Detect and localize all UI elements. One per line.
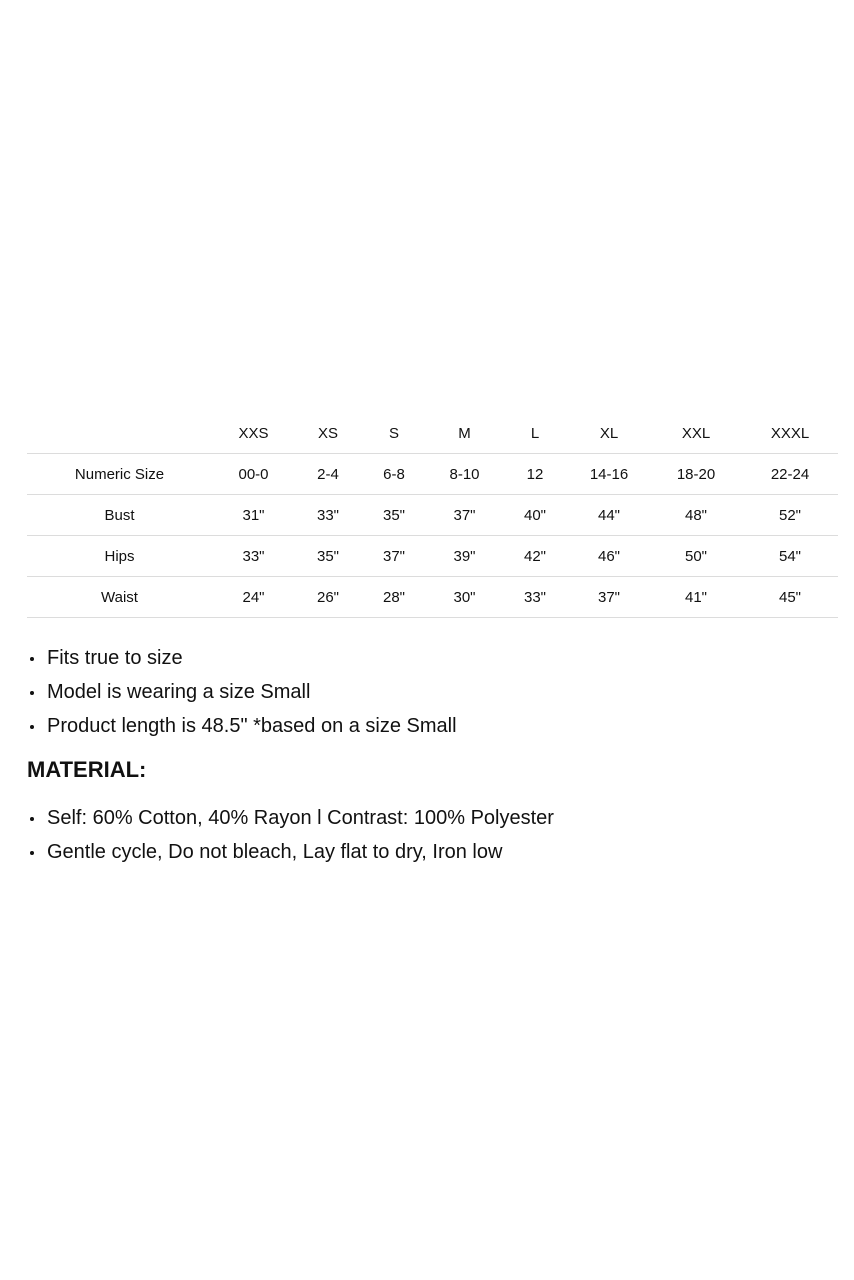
size-header-row [27,413,838,454]
table-cell: 33" [502,577,568,618]
table-cell: 2-4 [295,454,361,495]
table-cell: 37" [427,495,502,536]
table-cell: 18-20 [650,454,742,495]
table-cell: 48" [650,495,742,536]
header-cell-xxs: XXS [238,424,269,442]
table-cell: 26" [295,577,361,618]
list-item: Model is wearing a size Small [27,675,827,709]
table-cell: 22-24 [742,454,838,495]
material-heading: MATERIAL: [27,757,147,782]
table-cell: 40" [502,495,568,536]
table-cell: 14-16 [568,454,650,495]
list-item: Product length is 48.5" *based on a size Small [27,709,827,743]
table-cell: 37" [568,577,650,618]
list-item: Self: 60% Cotton, 40% Rayon l Contrast: 100% Polyester [27,801,827,835]
header-cell-xs: XS [317,424,338,442]
table-cell: 37" [361,536,427,577]
table-cell: 44" [568,495,650,536]
row-label: Numeric Size [27,454,212,495]
list-item: Gentle cycle, Do not bleach, Lay flat to dry, Iron low [27,835,827,869]
table-row-numeric-size [27,454,838,495]
product-details [27,641,827,869]
table-cell: 50" [650,536,742,577]
header-cell-l: L [530,424,540,442]
table-row-bust [27,495,838,536]
table-cell: 35" [295,536,361,577]
table-cell: 33" [295,495,361,536]
table-cell: 31" [212,495,295,536]
material-list [27,801,827,869]
table-cell: 52" [742,495,838,536]
table-cell: 35" [361,495,427,536]
table-cell: 30" [427,577,502,618]
table-cell: 39" [427,536,502,577]
table-cell: 41" [650,577,742,618]
table-cell: 12 [502,454,568,495]
table-cell: 45" [742,577,838,618]
table-row-waist [27,577,838,618]
table-cell: 6-8 [361,454,427,495]
table-cell: 28" [361,577,427,618]
list-item: Fits true to size [27,641,827,675]
row-label: Bust [27,495,212,536]
row-label: Hips [27,536,212,577]
header-cell-s: S [388,424,399,442]
table-cell: 42" [502,536,568,577]
size-chart-table [27,413,838,618]
table-row-hips [27,536,838,577]
header-cell-xxl: XXL [681,424,711,442]
table-cell: 8-10 [427,454,502,495]
header-cell-empty [27,413,212,454]
header-cell-xl: XL [599,424,619,442]
table-cell: 24" [212,577,295,618]
header-cell-m: M [458,424,471,442]
table-cell: 54" [742,536,838,577]
fit-notes-list [27,641,827,743]
table-cell: 46" [568,536,650,577]
table-cell: 33" [212,536,295,577]
table-cell: 00-0 [212,454,295,495]
row-label: Waist [27,577,212,618]
header-cell-xxxl: XXXL [770,424,810,442]
